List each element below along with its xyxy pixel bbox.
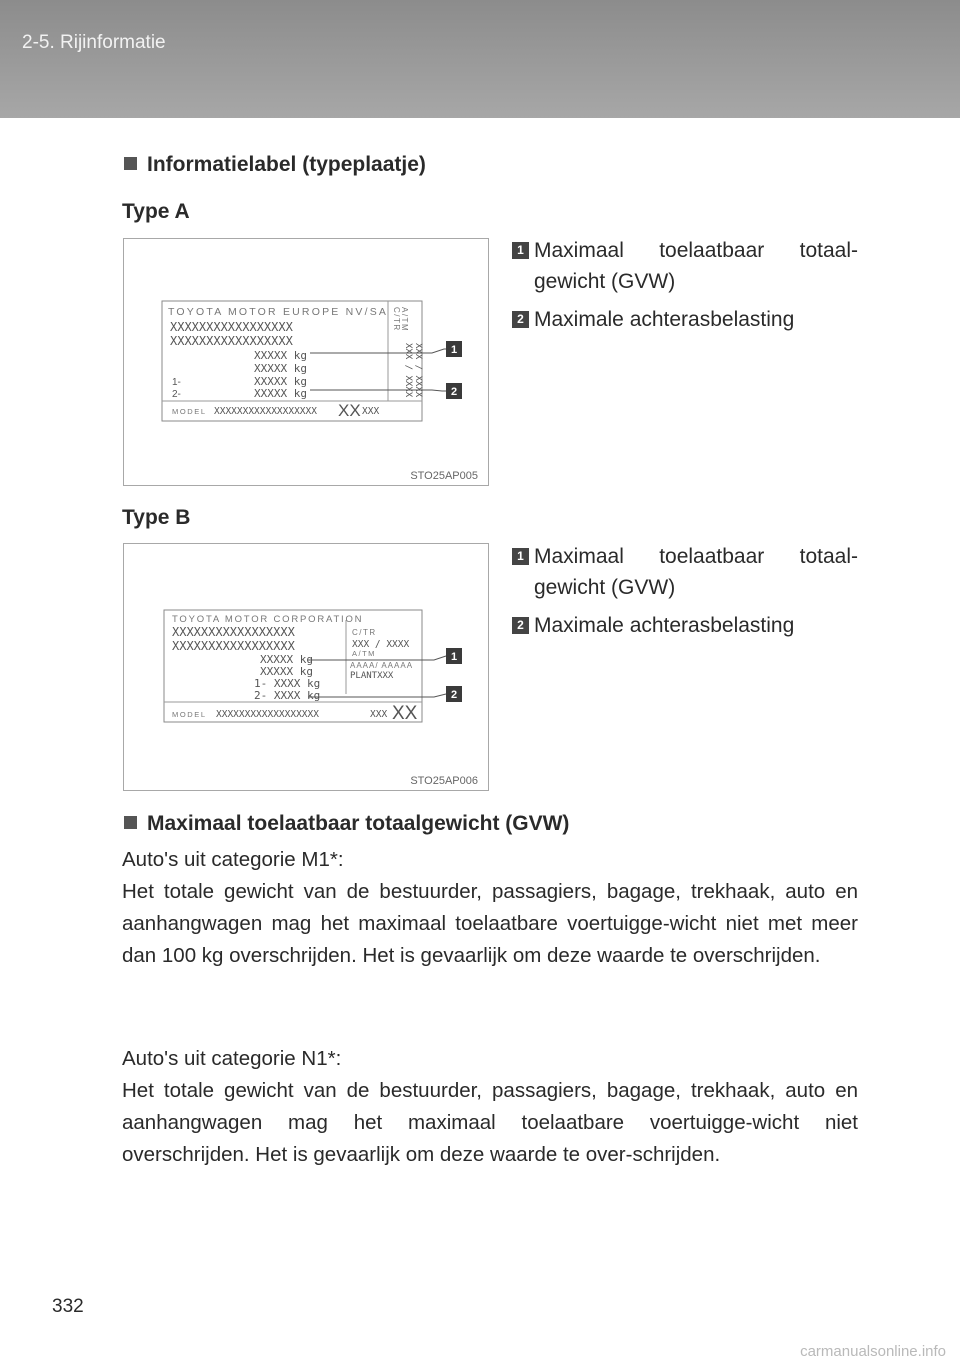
plate-model-label: MODEL (172, 407, 207, 416)
legend-number-2: 2 (512, 617, 529, 634)
type-a-label: Type A (122, 200, 190, 223)
paragraph-m1 (122, 844, 858, 972)
plate-weight2: XXXXX kg (254, 362, 307, 375)
plate-model-big: XX (392, 703, 418, 724)
heading-text: Informatielabel (typeplaatje) (147, 153, 426, 176)
legend-item-gvw (512, 541, 858, 603)
legend-item-rear-axle (512, 610, 858, 641)
paragraph-body: Het totale gewicht van de bestuurder, passagiers, bagage, trekhaak, auto en aanhangwagen mag het maximaal toelaatbare voertuigge-wicht niet met meer dan 100 kg overschrijden. Het is gevaarlijk om deze waarde te overschrijden. (122, 880, 858, 967)
paragraph-intro: Auto's uit categorie N1*: (122, 1047, 342, 1070)
plate-axle2: 2- XXXX kg (254, 689, 321, 702)
legend-text-line1: Maximale achterasbelasting (534, 614, 795, 637)
plate-code: AAAA/ AAAAA (350, 661, 414, 670)
plate-side-atm: A/TM (400, 307, 409, 333)
plate-model-label: MODEL (172, 710, 207, 719)
legend-text-line2: gewicht (GVW) (534, 270, 676, 293)
square-bullet-icon (124, 157, 137, 170)
callout-number-1: 1 (450, 651, 458, 663)
heading-gvw (124, 812, 569, 836)
plate-axle2: XXXXX kg (254, 387, 307, 400)
plate-ctr: C/TR (352, 628, 377, 637)
type-a-legend (512, 235, 858, 342)
plate-vin-row2: XXXXXXXXXXXXXXXXX (172, 639, 295, 653)
legend-text-line1: Maximaal toelaatbaar totaal- (534, 239, 858, 262)
legend-text-line1: Maximale achterasbelasting (534, 308, 795, 331)
plate-model-suffix: XXX (370, 709, 388, 720)
heading-information-label (124, 153, 426, 177)
page-header (0, 0, 960, 118)
plate-axle1: XXXXX kg (254, 375, 307, 388)
plate-plant: PLANTXXX (350, 671, 394, 681)
legend-number-1: 1 (512, 548, 529, 565)
plate-axle2-prefix: 2- (172, 389, 181, 400)
type-b-figure (123, 543, 489, 791)
plate-vin-row2: XXXXXXXXXXXXXXXXX (170, 334, 293, 348)
square-bullet-icon (124, 816, 137, 829)
callout-number-1: 1 (450, 344, 458, 356)
legend-number-1: 1 (512, 242, 529, 259)
plate-manufacturer: TOYOTA MOTOR EUROPE NV/SA (168, 306, 389, 318)
plate-model-code: XXXXXXXXXXXXXXXXXX (214, 406, 317, 417)
figure-code: STO25AP005 (410, 470, 478, 482)
plate-weight2: XXXXX kg (260, 665, 313, 678)
callout-number-2: 2 (450, 689, 458, 701)
section-title: 2-5. Rijinformatie (22, 32, 166, 53)
plate-manufacturer: TOYOTA MOTOR CORPORATION (172, 614, 364, 625)
type-a-figure (123, 238, 489, 486)
plate-atm: A/TM (352, 649, 376, 658)
legend-text-line1: Maximaal toelaatbaar totaal- (534, 545, 858, 568)
plate-model-suffix: XXX (362, 406, 380, 417)
page-number: 332 (52, 1296, 84, 1317)
plate-weight1: XXXXX kg (254, 349, 307, 362)
plate-ctr-value: XXX / XXXX (352, 639, 410, 650)
paragraph-n1 (122, 1043, 858, 1171)
plate-axle1: 1- XXXX kg (254, 677, 321, 690)
figure-code: STO25AP006 (410, 775, 478, 787)
legend-item-gvw (512, 235, 858, 297)
plate-side-ctr: C/TR (392, 307, 401, 332)
plate-weight1: XXXXX kg (260, 653, 313, 666)
plate-model-big: XX (338, 401, 361, 420)
legend-text-line2: gewicht (GVW) (534, 576, 676, 599)
plate-side-col2: XXX / XXXX (413, 343, 423, 398)
legend-item-rear-axle (512, 304, 858, 335)
plate-axle1-prefix: 1- (172, 377, 181, 388)
type-b-plate-diagram (124, 544, 488, 790)
type-a-plate-diagram (124, 239, 488, 485)
paragraph-body: Het totale gewicht van de bestuurder, passagiers, bagage, trekhaak, auto en aanhangwagen mag het maximaal toelaatbare voertuigge-wicht niet overschrijden. Het is gevaarlijk om deze waarde te over-schrijden. (122, 1079, 858, 1166)
plate-vin-row1: XXXXXXXXXXXXXXXXX (170, 320, 293, 334)
legend-number-2: 2 (512, 311, 529, 328)
watermark: carmanualsonline.info (800, 1343, 946, 1360)
plate-model-code: XXXXXXXXXXXXXXXXXX (216, 709, 319, 720)
heading-text: Maximaal toelaatbaar totaalgewicht (GVW) (147, 812, 570, 835)
paragraph-intro: Auto's uit categorie M1*: (122, 848, 344, 871)
type-b-label: Type B (122, 506, 191, 529)
plate-side-col1: XXX / XXXX (403, 343, 413, 398)
callout-number-2: 2 (450, 386, 458, 398)
plate-vin-row1: XXXXXXXXXXXXXXXXX (172, 625, 295, 639)
type-b-legend (512, 541, 858, 648)
